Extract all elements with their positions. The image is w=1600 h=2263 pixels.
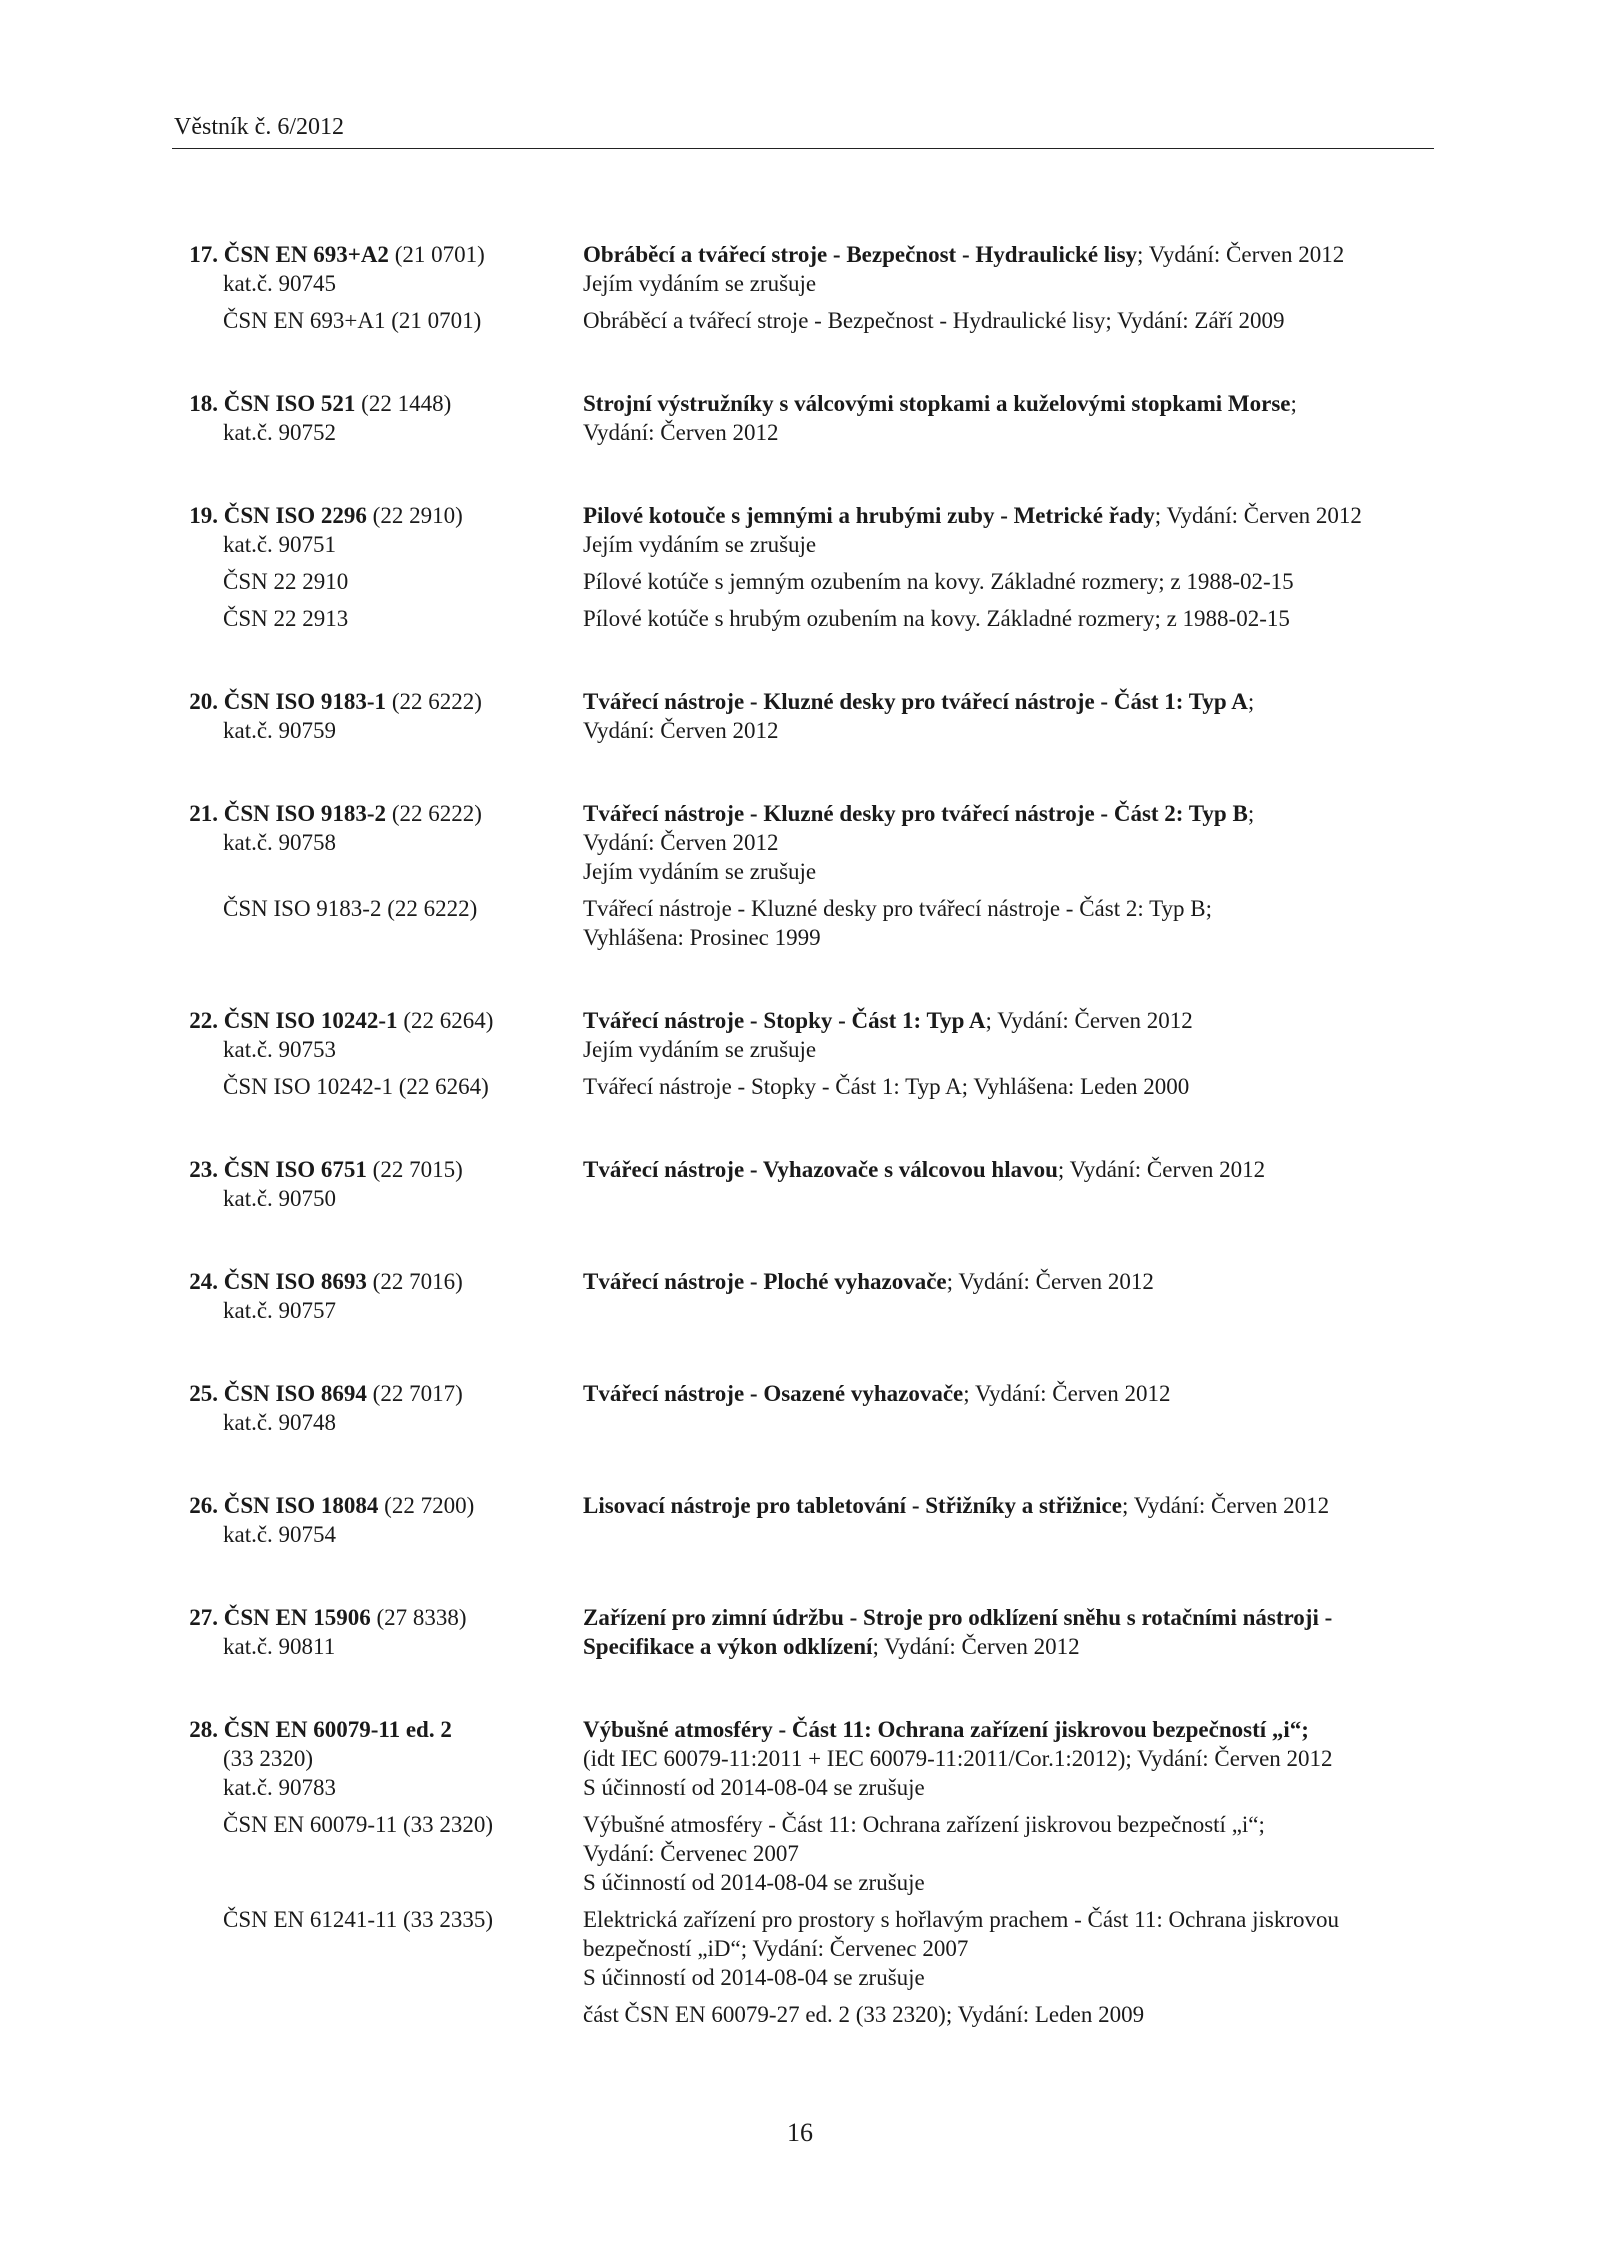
standard-entry — [172, 1155, 1434, 1213]
entry-title-line — [583, 1155, 1434, 1184]
superseded-title: Tvářecí nástroje - Stopky - Část 1: Typ A; Vyhlášena: Leden 2000 — [583, 1074, 1190, 1099]
superseded-designation: ČSN 22 2913 — [223, 606, 349, 631]
entry-number: 26. — [189, 1493, 218, 1518]
page-number: 16 — [787, 2118, 813, 2147]
entry-standard-line — [172, 1491, 583, 1520]
standard-entry — [172, 240, 1434, 335]
entry-number: 28. — [189, 1717, 218, 1742]
superseded-designation: ČSN ISO 9183-2 (22 6222) — [223, 896, 478, 921]
standard-class-code: (22 6264) — [397, 1008, 494, 1033]
standard-class-code: (27 8338) — [370, 1605, 467, 1630]
entry-main-row — [172, 687, 1434, 745]
superseded-standard — [172, 306, 583, 335]
entry-main-row — [172, 1267, 1434, 1325]
superseded-designation: ČSN EN 61241-11 (33 2335) — [223, 1907, 494, 1932]
entry-identifier — [172, 1715, 583, 1802]
entry-standard-line — [172, 1155, 583, 1184]
superseded-standard — [172, 567, 583, 596]
superseded-row — [172, 1810, 1434, 1897]
entry-number: 23. — [189, 1157, 218, 1182]
entry-standard-line — [172, 1603, 583, 1632]
entry-description — [583, 1155, 1434, 1213]
entry-description — [583, 1379, 1434, 1437]
entry-description — [583, 501, 1434, 559]
entry-description — [583, 1715, 1434, 1802]
standard-title: Tvářecí nástroje - Stopky - Část 1: Typ A — [583, 1008, 986, 1033]
entry-identifier — [172, 501, 583, 559]
entry-standard-line — [172, 389, 583, 418]
entry-main-row — [172, 240, 1434, 298]
issue-info: ; Vydání: Červen 2012 — [1154, 503, 1362, 528]
standard-class-code: (22 6222) — [386, 689, 482, 714]
superseded-designation: ČSN EN 693+A1 (21 0701) — [223, 308, 482, 333]
issue-info: ; Vydání: Červen 2012 — [1137, 242, 1345, 267]
catalog-number: kat.č. 90745 — [223, 271, 337, 296]
entry-identifier — [172, 240, 583, 298]
entry-identifier — [172, 1379, 583, 1437]
entry-standard-line — [172, 1006, 583, 1035]
issue-info: ; Vydání: Červen 2012 — [872, 1634, 1080, 1659]
superseded-standard — [172, 604, 583, 633]
tail-text-wrap — [583, 2000, 1434, 2029]
entry-main-row — [172, 799, 1434, 886]
catalog-number: kat.č. 90748 — [223, 1410, 337, 1435]
issue-info: ; — [1247, 689, 1255, 714]
entry-standard-line — [172, 240, 583, 269]
entry-title-line — [583, 1491, 1434, 1520]
entry-title-line — [583, 501, 1434, 530]
superseded-title: Výbušné atmosféry - Část 11: Ochrana zařízení jiskrovou bezpečností „i“; — [583, 1812, 1265, 1837]
standard-title: Lisovací nástroje pro tabletování - Střižníky a střižnice — [583, 1493, 1122, 1518]
entry-standard-line — [172, 799, 583, 828]
standard-designation: ČSN ISO 6751 — [223, 1157, 367, 1182]
entry-number: 17. — [189, 242, 218, 267]
issue-info: Vydání: Červen 2012 — [583, 420, 779, 445]
superseded-info: Vydání: Červenec 2007 — [583, 1841, 799, 1866]
supersede-note: Jejím vydáním se zrušuje — [583, 532, 817, 557]
standard-title: Obráběcí a tvářecí stroje - Bezpečnost - Hydraulické lisy — [583, 242, 1138, 267]
superseded-standard — [172, 1905, 583, 1992]
tail-text: část ČSN EN 60079-27 ed. 2 (33 2320); Vydání: Leden 2009 — [583, 2002, 1145, 2027]
entry-description — [583, 1006, 1434, 1064]
entry-identifier — [172, 1603, 583, 1661]
entry-main-row — [172, 1379, 1434, 1437]
standard-title: Pilové kotouče s jemnými a hrubými zuby - Metrické řady — [583, 503, 1155, 528]
standard-designation: ČSN EN 693+A2 — [223, 242, 389, 267]
standard-title: Zařízení pro zimní údržbu - Stroje pro odklízení sněhu s rotačními nástroji - — [583, 1605, 1333, 1630]
superseded-standard — [172, 1072, 583, 1101]
issue-info: ; Vydání: Červen 2012 — [985, 1008, 1193, 1033]
standard-class-code: (22 7017) — [366, 1381, 463, 1406]
standard-designation: ČSN ISO 10242-1 — [223, 1008, 398, 1033]
superseded-row — [172, 604, 1434, 633]
entry-number: 20. — [189, 689, 218, 714]
entry-identifier — [172, 1491, 583, 1549]
catalog-number: kat.č. 90811 — [223, 1634, 336, 1659]
superseded-description — [583, 567, 1434, 596]
entry-title-line — [583, 1632, 1434, 1661]
standard-designation: ČSN ISO 9183-2 — [223, 801, 387, 826]
page-header — [172, 112, 1434, 149]
catalog-number: kat.č. 90751 — [223, 532, 337, 557]
superseded-note: S účinností od 2014-08-04 se zrušuje — [583, 1870, 925, 1895]
entry-main-row — [172, 389, 1434, 447]
entry-number: 27. — [189, 1605, 218, 1630]
catalog-number: kat.č. 90757 — [223, 1298, 337, 1323]
issue-info: Vydání: Červen 2012 — [583, 718, 779, 743]
issue-info: ; Vydání: Červen 2012 — [963, 1381, 1171, 1406]
standard-designation: ČSN ISO 2296 — [223, 503, 367, 528]
catalog-number: kat.č. 90783 — [223, 1775, 337, 1800]
standard-designation: ČSN ISO 8693 — [223, 1269, 367, 1294]
entry-standard-line — [172, 687, 583, 716]
entry-title-line — [583, 389, 1434, 418]
entry-number: 18. — [189, 391, 218, 416]
standard-entry — [172, 799, 1434, 952]
standard-class-code: (33 2320) — [223, 1746, 314, 1771]
issue-info: (idt IEC 60079-11:2011 + IEC 60079-11:2011/Cor.1:2012); Vydání: Červen 2012 — [583, 1746, 1333, 1771]
entry-main-row — [172, 1006, 1434, 1064]
entry-identifier — [172, 389, 583, 447]
standard-designation: ČSN ISO 9183-1 — [223, 689, 387, 714]
entry-identifier — [172, 687, 583, 745]
entry-description — [583, 1603, 1434, 1661]
superseded-row — [172, 894, 1434, 952]
catalog-number: kat.č. 90758 — [223, 830, 337, 855]
superseded-description — [583, 894, 1434, 952]
entry-main-row — [172, 1491, 1434, 1549]
superseded-description — [583, 1905, 1434, 1992]
entry-description — [583, 687, 1434, 745]
standards-list — [172, 240, 1434, 2083]
entry-main-row — [172, 1155, 1434, 1213]
entry-title-line — [583, 1603, 1434, 1632]
entry-main-row — [172, 1715, 1434, 1802]
standard-designation: ČSN ISO 8694 — [223, 1381, 367, 1406]
superseded-title: Elektrická zařízení pro prostory s hořlavým prachem - Část 11: Ochrana jiskrovou — [583, 1907, 1339, 1932]
standard-entry — [172, 1715, 1434, 2029]
journal-title: Věstník č. 6/2012 — [174, 114, 344, 140]
entry-number: 22. — [189, 1008, 218, 1033]
standard-designation: ČSN EN 15906 — [223, 1605, 371, 1630]
entry-title-line — [583, 1715, 1434, 1744]
entry-description — [583, 1491, 1434, 1549]
entry-identifier — [172, 1006, 583, 1064]
supersede-note: S účinností od 2014-08-04 se zrušuje — [583, 1775, 925, 1800]
standard-class-code: (22 6222) — [386, 801, 482, 826]
standard-class-code: (21 0701) — [388, 242, 485, 267]
catalog-number: kat.č. 90753 — [223, 1037, 337, 1062]
issue-info: Vydání: Červen 2012 — [583, 830, 779, 855]
superseded-description — [583, 1072, 1434, 1101]
standard-entry — [172, 1267, 1434, 1325]
supersede-note: Jejím vydáním se zrušuje — [583, 859, 817, 884]
superseded-standard — [172, 1810, 583, 1897]
standard-entry — [172, 1379, 1434, 1437]
superseded-designation: ČSN 22 2910 — [223, 569, 349, 594]
superseded-title: Pílové kotúče s hrubým ozubením na kovy. Základné rozmery; z 1988-02-15 — [583, 606, 1290, 631]
entry-standard-line — [172, 1715, 583, 1744]
catalog-number: kat.č. 90759 — [223, 718, 337, 743]
standard-title: Tvářecí nástroje - Osazené vyhazovače — [583, 1381, 964, 1406]
catalog-number: kat.č. 90754 — [223, 1522, 337, 1547]
entry-description — [583, 240, 1434, 298]
entry-main-row — [172, 501, 1434, 559]
standard-designation: ČSN ISO 18084 — [223, 1493, 379, 1518]
entry-title-line — [583, 687, 1434, 716]
superseded-row — [172, 567, 1434, 596]
standard-class-code: (22 7015) — [366, 1157, 463, 1182]
standard-designation: ČSN ISO 521 — [223, 391, 356, 416]
standard-title: Výbušné atmosféry - Část 11: Ochrana zařízení jiskrovou bezpečností „i“; — [583, 1717, 1309, 1742]
superseded-info: bezpečností „iD“; Vydání: Červenec 2007 — [583, 1936, 969, 1961]
entry-title-line — [583, 1006, 1434, 1035]
superseded-title: Pílové kotúče s jemným ozubením na kovy. Základné rozmery; z 1988-02-15 — [583, 569, 1294, 594]
superseded-row — [172, 306, 1434, 335]
standard-class-code: (22 2910) — [366, 503, 463, 528]
superseded-info: Vyhlášena: Prosinec 1999 — [583, 925, 821, 950]
entry-standard-line — [172, 1379, 583, 1408]
superseded-row — [172, 1072, 1434, 1101]
standard-title: Tvářecí nástroje - Vyhazovače s válcovou hlavou — [583, 1157, 1058, 1182]
standard-class-code: (22 1448) — [355, 391, 452, 416]
standard-entry — [172, 389, 1434, 447]
superseded-description — [583, 306, 1434, 335]
standard-title: Tvářecí nástroje - Ploché vyhazovače — [583, 1269, 947, 1294]
entry-description — [583, 799, 1434, 886]
catalog-number: kat.č. 90750 — [223, 1186, 337, 1211]
superseded-designation: ČSN EN 60079-11 (33 2320) — [223, 1812, 494, 1837]
entry-title-line — [583, 1267, 1434, 1296]
standard-title: Strojní výstružníky s válcovými stopkami a kuželovými stopkami Morse — [583, 391, 1291, 416]
entry-title-line — [583, 799, 1434, 828]
superseded-note: S účinností od 2014-08-04 se zrušuje — [583, 1965, 925, 1990]
standard-class-code: (22 7200) — [378, 1493, 475, 1518]
catalog-number: kat.č. 90752 — [223, 420, 337, 445]
entry-number: 21. — [189, 801, 218, 826]
entry-identifier — [172, 1267, 583, 1325]
issue-info: ; Vydání: Červen 2012 — [946, 1269, 1154, 1294]
tail-spacer — [172, 2000, 583, 2029]
superseded-description — [583, 1810, 1434, 1897]
standard-entry — [172, 1603, 1434, 1661]
entry-standard-line — [172, 501, 583, 530]
entry-number: 24. — [189, 1269, 218, 1294]
entry-description — [583, 1267, 1434, 1325]
standard-entry — [172, 687, 1434, 745]
issue-info: ; — [1247, 801, 1255, 826]
entry-standard-line — [172, 1267, 583, 1296]
issue-info: ; — [1290, 391, 1297, 416]
superseded-standard — [172, 894, 583, 952]
superseded-row — [172, 1905, 1434, 1992]
standard-entry — [172, 1006, 1434, 1101]
supersede-note: Jejím vydáním se zrušuje — [583, 271, 817, 296]
entry-number: 19. — [189, 503, 218, 528]
entry-identifier — [172, 799, 583, 886]
tail-row — [172, 2000, 1434, 2029]
standard-designation: ČSN EN 60079-11 ed. 2 — [223, 1717, 452, 1742]
entry-identifier — [172, 1155, 583, 1213]
standard-class-code: (22 7016) — [366, 1269, 463, 1294]
standard-title: Tvářecí nástroje - Kluzné desky pro tvářecí nástroje - Část 2: Typ B — [583, 801, 1248, 826]
standard-entry — [172, 501, 1434, 633]
entry-number: 25. — [189, 1381, 218, 1406]
entry-description — [583, 389, 1434, 447]
superseded-designation: ČSN ISO 10242-1 (22 6264) — [223, 1074, 489, 1099]
standard-title-cont: Specifikace a výkon odklízení — [583, 1634, 873, 1659]
superseded-title: Obráběcí a tvářecí stroje - Bezpečnost - Hydraulické lisy; Vydání: Září 2009 — [583, 308, 1285, 333]
superseded-description — [583, 604, 1434, 633]
supersede-note: Jejím vydáním se zrušuje — [583, 1037, 817, 1062]
standard-entry — [172, 1491, 1434, 1549]
entry-main-row — [172, 1603, 1434, 1661]
issue-info: ; Vydání: Červen 2012 — [1057, 1157, 1266, 1182]
issue-info: ; Vydání: Červen 2012 — [1121, 1493, 1330, 1518]
standard-title: Tvářecí nástroje - Kluzné desky pro tvářecí nástroje - Část 1: Typ A — [583, 689, 1248, 714]
entry-title-line — [583, 240, 1434, 269]
entry-title-line — [583, 1379, 1434, 1408]
superseded-title: Tvářecí nástroje - Kluzné desky pro tvářecí nástroje - Část 2: Typ B; — [583, 896, 1212, 921]
